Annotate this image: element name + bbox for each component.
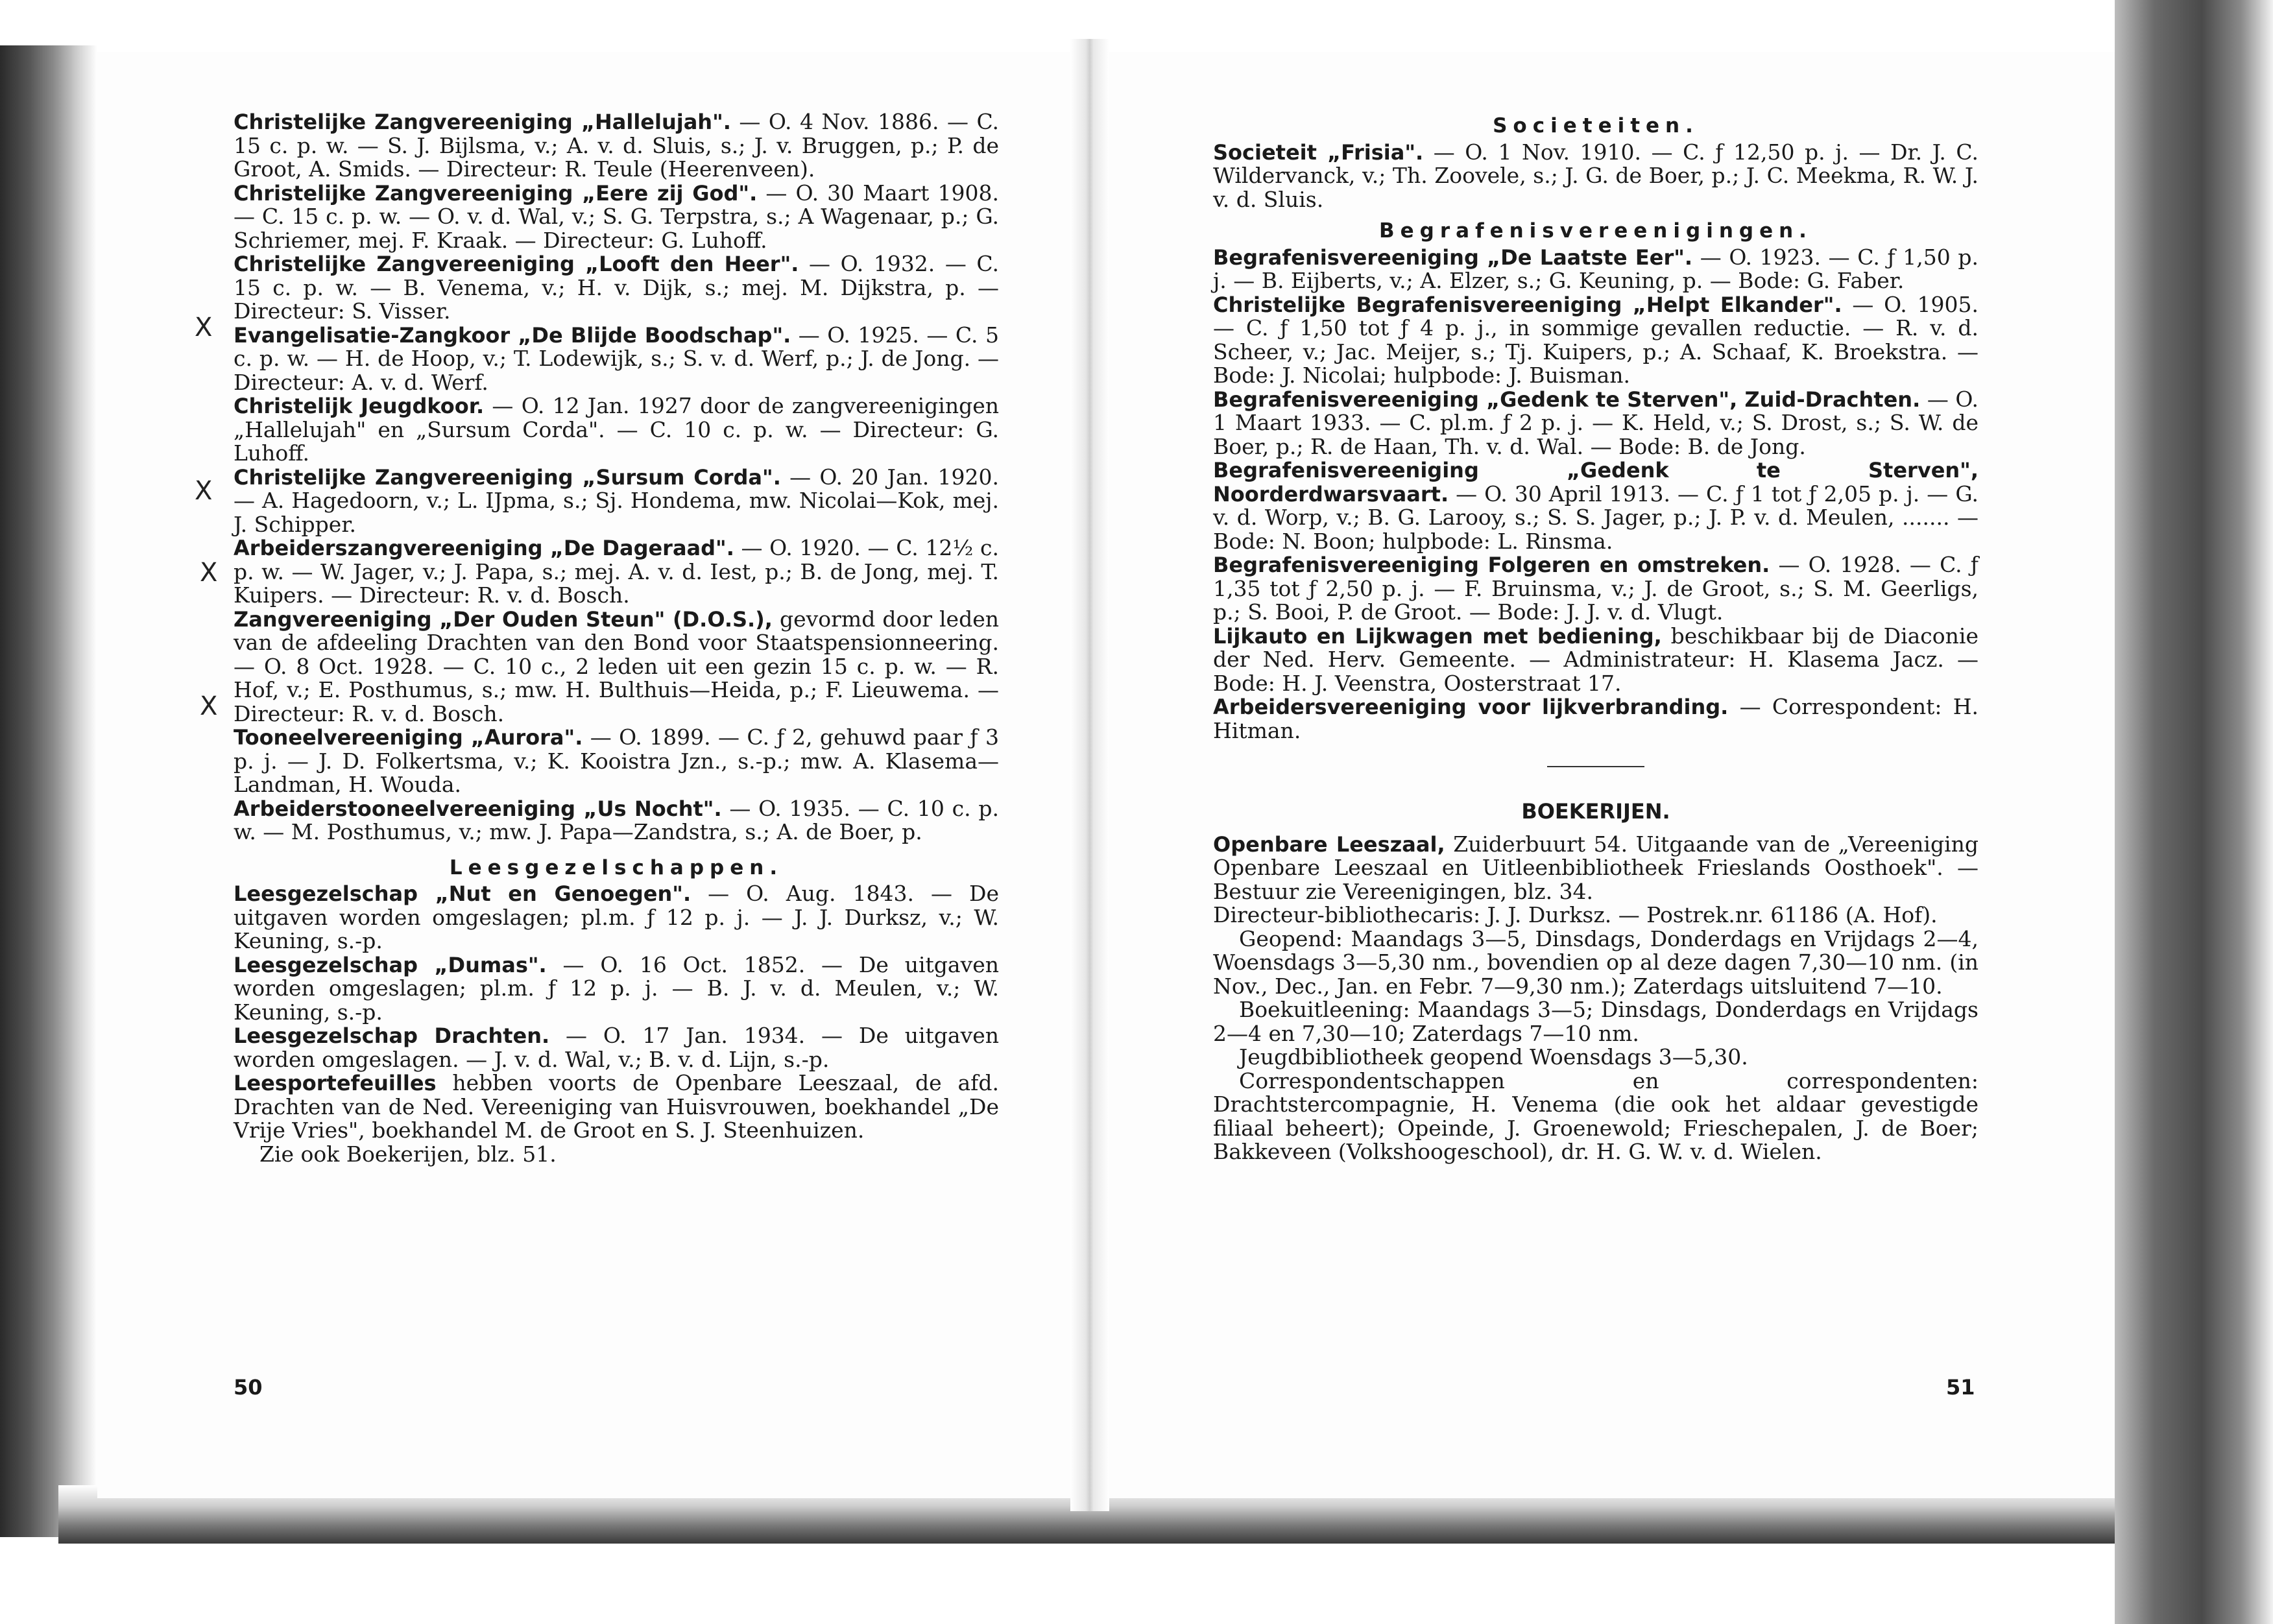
entry-dageraad [234,536,999,608]
right-page-text [1213,110,1978,1164]
entry-text: — O. 1925. — C. 5 c. p. w. — H. de Hoop, v.; T. Lodewijk, s.; S. v. d. Werf, p.; J. de Jong. — Directeur: A. v. d. Werf. [234,322,999,395]
entry-helpt-elkander [1213,293,1978,388]
entry-hallelujah [234,110,999,182]
entry-us-nocht [234,797,999,844]
entry-frisia [1213,141,1978,212]
heading-leesgezelschappen: Leesgezelschappen. [449,855,784,879]
entry-openbare-leeszaal [1213,833,1978,904]
see-also-note: Zie ook Boekerijen, blz. 51. [259,1141,557,1167]
entry-laatste-eer [1213,246,1978,293]
left-page-text [234,110,999,1166]
entry-text: gevormd door leden van de afdeeling Drachten van den Bond voor Staatspensionneering. — O. 8 Oct. 1928. — C. 10 c., 2 leden uit een gezin 15 c. p. w. — R. Hof, v.; E. Posthumus, s.; mw. H. Bulthuis—Heida, p.; F. Lieuwema. — Directeur: R. v. d. Bosch. [234,606,999,726]
entry-text: — O. 1 Maart 1933. — C. pl.m. ƒ 2 p. j. — K. Held, v.; S. Drost, s.; S. W. de Boer, p.; R. de Haan, Th. v. d. Wal. — Bode: B. de Jong. [1213,386,1979,459]
entry-name: Begrafenisvereeniging „Gedenk te Sterven", Noorderdwarsvaart. [1213,458,1978,507]
paragraph-boekuitleening: Boekuitleening: Maandags 3—5; Dinsdags, Donderdags en Vrijdags 2—4 en 7,30—10; Zaterdags 7—10 nm. [1213,997,1978,1046]
book-edge-left [0,45,97,1537]
entry-text: — O. 1923. — C. ƒ 1,50 p. j. — B. Eijberts, v.; A. Elzer, s.; G. Keuning, p. — Bode: G. Faber. [1213,244,1979,293]
entry-name: Christelijke Zangvereeniging „Looft den Heer". [234,252,799,276]
heading-societeiten: Societeiten. [1493,114,1699,137]
entry-aurora [234,726,999,797]
entry-text: — O. 1928. — C. ƒ 1,35 tot ƒ 2,50 p. j. — F. Bruinsma, v.; J. de Groot, s.; S. M. Geerligs, p.; S. Booi, P. de Groot. — Bode: J. J. v. d. Vlugt. [1213,552,1978,625]
entry-text: — O. 12 Jan. 1927 door de zangvereenigingen „Hallelujah" en „Sursum Corda". — C. 10 c. p. w. — Directeur: G. Luhoff. [234,393,1000,466]
entry-ouden-steun [234,608,999,726]
entry-name: Arbeiderstooneelvereeniging „Us Nocht". [234,796,722,821]
heading-begrafenisvereenigingen: Begrafenisvereenigingen. [1379,219,1812,243]
entry-nut-en-genoegen [234,882,999,953]
entry-text: — O. 4 Nov. 1886. — C. 15 c. p. w. — S. J. Bijlsma, v.; A. v. d. Sluis, s.; J. v. Bruggen, p.; P. de Groot, A. Smids. — Directeur: R. Teule (Heerenveen). [234,109,1000,182]
entry-text: — O. 30 April 1913. — C. ƒ 1 tot ƒ 2,05 p. j. — G. v. d. Worp, v.; B. G. Larooy, s.; S. S. Jager, p.; J. P. v. d. Meulen, ....... — Bode: N. Boon; hulpbode: L. Rinsma. [1213,481,1978,554]
entry-name: Lijkauto en Lijkwagen met bediening, [1213,623,1662,649]
entry-name: Leesportefeuilles [234,1071,437,1095]
entry-text: — O. 20 Jan. 1920. — A. Hagedoorn, v.; L. IJpma, s.; Sj. Hondema, mw. Nicolai—Kok, mej. J. Schipper. [234,464,999,537]
margin-x-mark: X [195,476,213,506]
entry-name: Christelijke Zangvereeniging „Hallelujah". [234,110,731,134]
right-page [1109,52,2115,1498]
margin-x-mark: X [200,691,218,721]
entry-name: Christelijke Zangvereeniging „Eere zij God". [234,180,758,206]
entry-text: — O. 1932. — C. 15 c. p. w. — B. Venema, v.; H. v. Dijk, s.; mej. M. Dijkstra, p. — Directeur: S. Visser. [234,251,999,324]
entry-leesgezelschap-drachten [234,1024,999,1071]
paragraph-correspondentschappen: Correspondentschappen en correspondenten: Drachtstercompagnie, H. Venema (die ook het aldaar gevestigde filiaal beheert); Opeinde, J. Groenewold; Frieschepalen, J. de Boer; Bakkeveen (Volkshoogeschool), dr. H. G. W. v. d. Wielen. [1213,1068,1978,1164]
entry-text: — Correspondent: H. Hitman. [1213,694,1979,743]
entry-name: Arbeiderszangvereeniging „De Dageraad". [234,536,734,560]
entry-name: Zangvereeniging „Der Ouden Steun" (D.O.S.), [234,606,773,632]
entry-text: — O. 30 Maart 1908. — C. 15 c. p. w. — O. v. d. Wal, v.; S. G. Terpstra, s.; A Wagenaar, p.; G. Schriemer, mej. F. Kraak. — Directeur: G. Luhoff. [234,180,1000,253]
paragraph-geopend: Geopend: Maandags 3—5, Dinsdags, Donderdags en Vrijdags 2—4, Woensdags 3—5,30 nm., bovendien op al deze dagen 7,30—10 nm. (in Nov., Dec., Jan. en Febr. 7—9,30 nm.); Zaterdags uitsluitend 7—10. [1213,925,1978,999]
margin-x-mark: X [195,313,213,342]
page-number-right: 51 [1946,1375,1975,1400]
entry-gedenk-noorderdwarsvaart [1213,459,1978,553]
entry-name: Tooneelvereeniging „Aurora". [234,725,583,750]
entry-jeugdkoor [234,394,999,466]
entry-name: Begrafenisvereeniging „De Laatste Eer". [1213,245,1693,270]
entry-name: Christelijke Zangvereeniging „Sursum Corda". [234,464,781,490]
entry-name: Societeit „Frisia". [1213,139,1424,165]
book-edge-right [2115,0,2273,1624]
entry-folgeren [1213,553,1978,625]
entry-name: Christelijk Jeugdkoor. [234,394,485,418]
page-number-left: 50 [234,1375,263,1400]
entry-name: Leesgezelschap Drachten. [234,1023,550,1048]
entry-dumas [234,953,999,1025]
entry-text: — O. 17 Jan. 1934. — De uitgaven worden omgeslagen. — J. v. d. Wal, v.; B. v. d. Lijn, s.-p. [234,1023,1000,1072]
entry-name: Begrafenisvereeniging „Gedenk te Sterven", Zuid-Drachten. [1213,387,1921,412]
paragraph-jeugdbibliotheek: Jeugdbibliotheek geopend Woensdags 3—5,30. [1239,1044,1748,1069]
entry-text: — O. 1920. — C. 12½ c. p. w. — W. Jager, v.; J. Papa, s.; mej. A. v. d. Iest, p.; B. de Jong, mej. T. Kuipers. — Directeur: R. v. d. Bosch. [234,535,999,608]
entry-name: Evangelisatie-Zangkoor „De Blijde Boodschap". [234,322,791,348]
entry-text: — O. 1 Nov. 1910. — C. ƒ 12,50 p. j. — Dr. J. C. Wildervanck, v.; Th. Zoovele, s.; J. G. de Boer, p.; J. C. Meekma, R. W. J. v. d. Sluis. [1213,139,1978,212]
entry-sursum-corda [234,466,999,537]
entry-text: hebben voorts de Openbare Leeszaal, de afd. Drachten van de Ned. Vereeniging van Huisvrouwen, boekhandel „De Vrije Vries", boekhandel M. de Groot en S. J. Steenhuizen. [234,1070,999,1143]
entry-name: Arbeidersvereeniging voor lijkverbranding. [1213,695,1729,719]
entry-text: — O. Aug. 1843. — De uitgaven worden omgeslagen; pl.m. ƒ 12 p. j. — J. J. Durksz, v.; W. Keuning, s.-p. [234,881,999,953]
entry-lijkverbranding [1213,695,1978,743]
entry-gedenk-zuid-drachten [1213,388,1978,459]
book-spine [1070,39,1109,1511]
entry-leesportefeuilles [234,1071,999,1143]
left-page [97,52,1070,1498]
entry-text: Zuiderbuurt 54. Uitgaande van de „Vereeniging Openbare Leeszaal en Uitleenbibliotheek Frieslands Oosthoek". — Bestuur zie Vereenigingen, blz. 34. [1213,831,1979,904]
entry-text: — O. 1935. — C. 10 c. p. w. — M. Posthumus, v.; mw. J. Papa—Zandstra, s.; A. de Boer, p. [234,795,1000,844]
entry-blijde-boodschap [234,324,999,395]
entry-eere-zij-god [234,182,999,253]
section-divider [1547,766,1644,767]
entry-name: Leesgezelschap „Dumas". [234,952,547,977]
entry-text: — O. 16 Oct. 1852. — De uitgaven worden omgeslagen; pl.m. ƒ 12 p. j. — B. J. v. d. Meulen, v.; W. Keuning, s.-p. [234,951,1000,1025]
entry-name: Openbare Leeszaal, [1213,831,1445,857]
entry-text: beschikbaar bij de Diaconie der Ned. Herv. Gemeente. — Administrateur: H. Klasema Jacz. — Bode: H. J. Veenstra, Oosterstraat 17. [1213,623,1978,696]
entry-text: — O. 1905. — C. ƒ 1,50 tot ƒ 4 p. j., in sommige gevallen reductie. — R. v. d. Scheer, v.; Jac. Meijer, s.; Tj. Kuipers, p.; A. Schaaf, K. Broekstra. — Bode: J. Nicolai; hulpbode: J. Buisman. [1213,291,1978,388]
entry-name: Begrafenisvereeniging Folgeren en omstreken. [1213,553,1770,577]
entry-name: Leesgezelschap „Nut en Genoegen". [234,881,692,906]
entry-name: Christelijke Begrafenisvereeniging „Helpt Elkander". [1213,292,1842,317]
entry-text: — O. 1899. — C. ƒ 2, gehuwd paar ƒ 3 p. j. — J. D. Folkertsma, v.; K. Kooistra Jzn., s.-p.; mw. A. Klasema—Landman, H. Wouda. [234,724,999,797]
margin-x-mark: X [200,558,218,588]
paragraph-directeur: Directeur-bibliothecaris: J. J. Durksz. — Postrek.nr. 61186 (A. Hof). [1213,902,1938,927]
heading-boekerijen: BOEKERIJEN. [1521,799,1670,824]
entry-looft-den-heer [234,252,999,324]
entry-lijkauto [1213,625,1978,696]
